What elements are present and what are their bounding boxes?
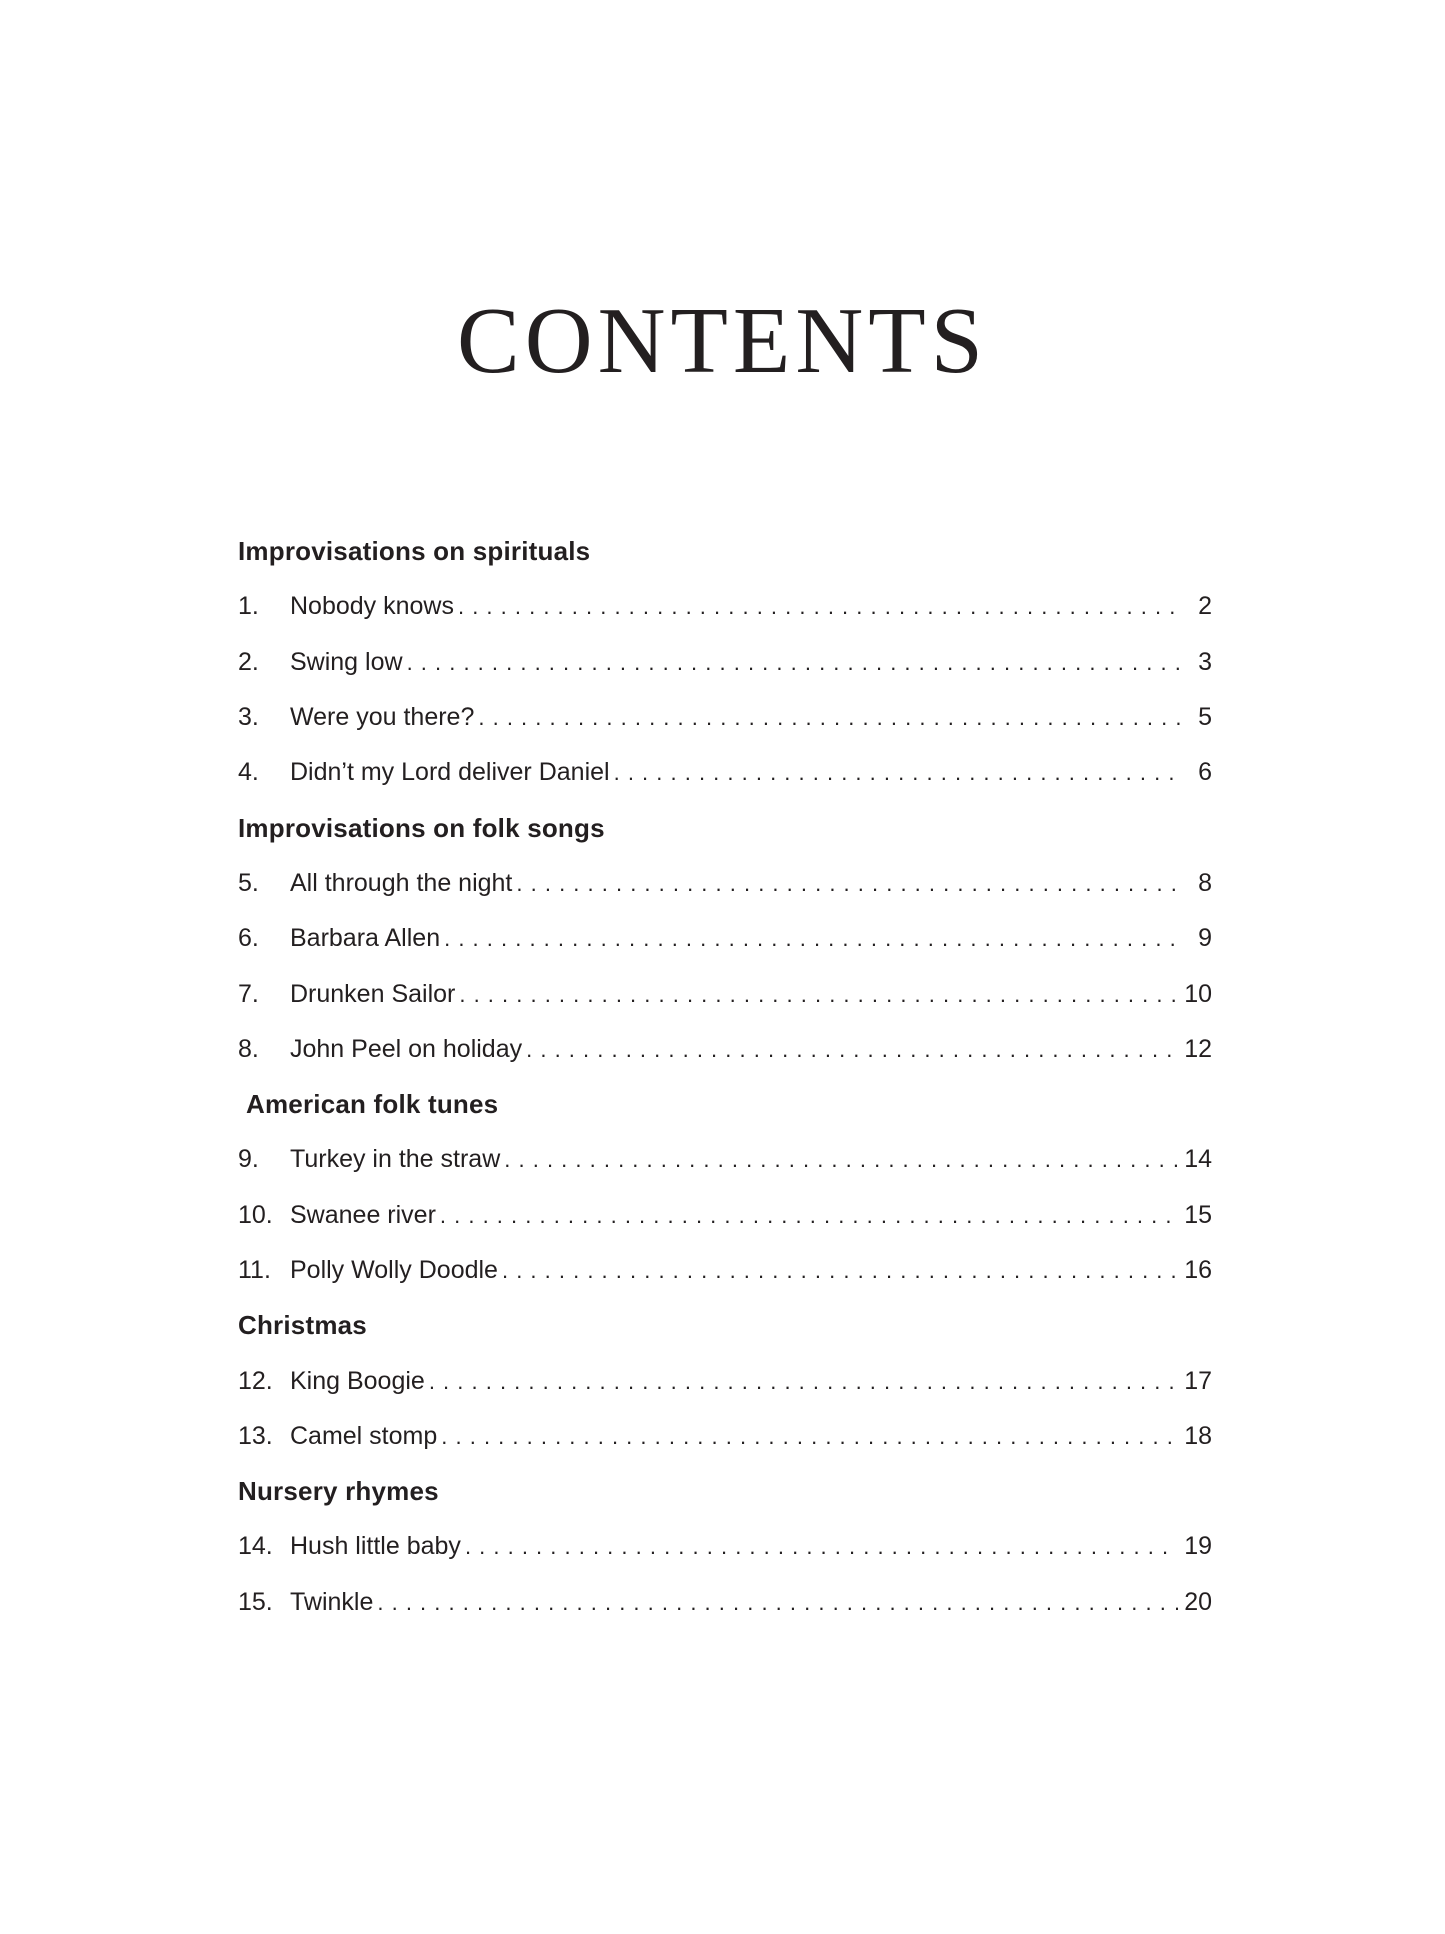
entry-number: 2. bbox=[238, 647, 259, 676]
entry-number: 10. bbox=[238, 1200, 273, 1229]
toc-entry[interactable] bbox=[238, 1409, 1212, 1464]
toc-entry[interactable] bbox=[238, 911, 1212, 966]
entry-page-number: 3 bbox=[1198, 647, 1212, 676]
section-heading-row bbox=[238, 524, 1212, 579]
entry-title: Twinkle bbox=[290, 1587, 374, 1616]
toc-entry[interactable] bbox=[238, 1353, 1212, 1408]
dot-leader bbox=[526, 1037, 1178, 1063]
toc-entry[interactable] bbox=[238, 1243, 1212, 1298]
toc-entry[interactable] bbox=[238, 1132, 1212, 1187]
entry-title: Barbara Allen bbox=[290, 924, 441, 953]
entry-title: Polly Wolly Doodle bbox=[290, 1256, 498, 1284]
entry-title: Swanee river bbox=[290, 1200, 436, 1229]
entry-title: Turkey in the straw bbox=[290, 1145, 501, 1174]
toc-entry[interactable] bbox=[238, 856, 1212, 911]
entry-title: Hush little baby bbox=[290, 1532, 461, 1561]
entry-title: Drunken Sailor bbox=[290, 979, 456, 1008]
entry-number: 8. bbox=[238, 1034, 259, 1063]
dot-leader bbox=[407, 650, 1180, 676]
entry-number: 13. bbox=[238, 1421, 273, 1450]
entry-title: All through the night bbox=[290, 868, 513, 897]
entry-page-number: 15 bbox=[1184, 1200, 1212, 1229]
dot-leader bbox=[441, 1424, 1178, 1450]
dot-leader bbox=[377, 1590, 1178, 1616]
entry-page-number: 16 bbox=[1184, 1256, 1212, 1284]
section-heading: American folk tunes bbox=[246, 1089, 499, 1120]
entry-number: 1. bbox=[238, 592, 259, 621]
dot-leader bbox=[504, 1147, 1178, 1173]
entry-number: 7. bbox=[238, 979, 259, 1008]
dot-leader bbox=[444, 926, 1180, 952]
section-heading: Improvisations on folk songs bbox=[238, 812, 605, 843]
entry-title: Nobody knows bbox=[290, 592, 454, 621]
entry-number: 12. bbox=[238, 1366, 273, 1395]
entry-page-number: 2 bbox=[1198, 592, 1212, 621]
entry-page-number: 9 bbox=[1198, 924, 1212, 953]
entry-title: John Peel on holiday bbox=[290, 1034, 523, 1063]
toc-entry[interactable] bbox=[238, 745, 1212, 800]
entry-number: 15. bbox=[238, 1587, 273, 1616]
toc-entry[interactable] bbox=[238, 1575, 1212, 1630]
section-heading: Christmas bbox=[238, 1310, 367, 1341]
entry-title: Swing low bbox=[290, 647, 403, 676]
entry-number: 6. bbox=[238, 924, 259, 953]
section-heading: Nursery rhymes bbox=[238, 1476, 439, 1507]
dot-leader bbox=[429, 1369, 1178, 1395]
entry-title: King Boogie bbox=[290, 1366, 425, 1395]
toc-entry[interactable] bbox=[238, 1519, 1212, 1574]
entry-number: 3. bbox=[238, 703, 259, 732]
toc-entry[interactable] bbox=[238, 1022, 1212, 1077]
section-heading-row bbox=[238, 800, 1212, 855]
table-of-contents bbox=[238, 524, 1212, 1630]
entry-title: Camel stomp bbox=[290, 1421, 438, 1450]
entry-number: 5. bbox=[238, 868, 259, 897]
entry-title: Were you there? bbox=[290, 703, 475, 732]
entry-page-number: 5 bbox=[1198, 703, 1212, 732]
toc-entry[interactable] bbox=[238, 690, 1212, 745]
dot-leader bbox=[440, 1203, 1178, 1229]
toc-entry[interactable] bbox=[238, 1188, 1212, 1243]
entry-number: 4. bbox=[238, 758, 259, 787]
dot-leader bbox=[459, 982, 1178, 1008]
section-heading-row bbox=[238, 1077, 1212, 1132]
entry-page-number: 10 bbox=[1184, 979, 1212, 1008]
section-heading-row bbox=[238, 1464, 1212, 1519]
toc-entry[interactable] bbox=[238, 635, 1212, 690]
entry-page-number: 19 bbox=[1184, 1532, 1212, 1561]
dot-leader bbox=[478, 705, 1180, 731]
page-title: CONTENTS bbox=[457, 288, 988, 393]
dot-leader bbox=[458, 594, 1180, 620]
section-heading-row bbox=[238, 1298, 1212, 1353]
dot-leader bbox=[502, 1258, 1178, 1284]
entry-number: 9. bbox=[238, 1145, 259, 1174]
entry-page-number: 8 bbox=[1198, 868, 1212, 897]
entry-page-number: 12 bbox=[1184, 1034, 1212, 1063]
entry-page-number: 14 bbox=[1184, 1145, 1212, 1174]
entry-page-number: 18 bbox=[1184, 1421, 1212, 1450]
toc-entry[interactable] bbox=[238, 579, 1212, 634]
toc-entry[interactable] bbox=[238, 966, 1212, 1021]
section-heading: Improvisations on spirituals bbox=[238, 536, 591, 567]
entry-page-number: 6 bbox=[1198, 758, 1212, 787]
dot-leader bbox=[465, 1534, 1178, 1560]
entry-number: 11. bbox=[238, 1256, 271, 1284]
entry-title: Didn’t my Lord deliver Daniel bbox=[290, 758, 610, 787]
entry-page-number: 17 bbox=[1184, 1366, 1212, 1395]
dot-leader bbox=[516, 871, 1180, 897]
entry-number: 14. bbox=[238, 1532, 273, 1561]
entry-page-number: 20 bbox=[1184, 1587, 1212, 1616]
dot-leader bbox=[614, 760, 1180, 786]
